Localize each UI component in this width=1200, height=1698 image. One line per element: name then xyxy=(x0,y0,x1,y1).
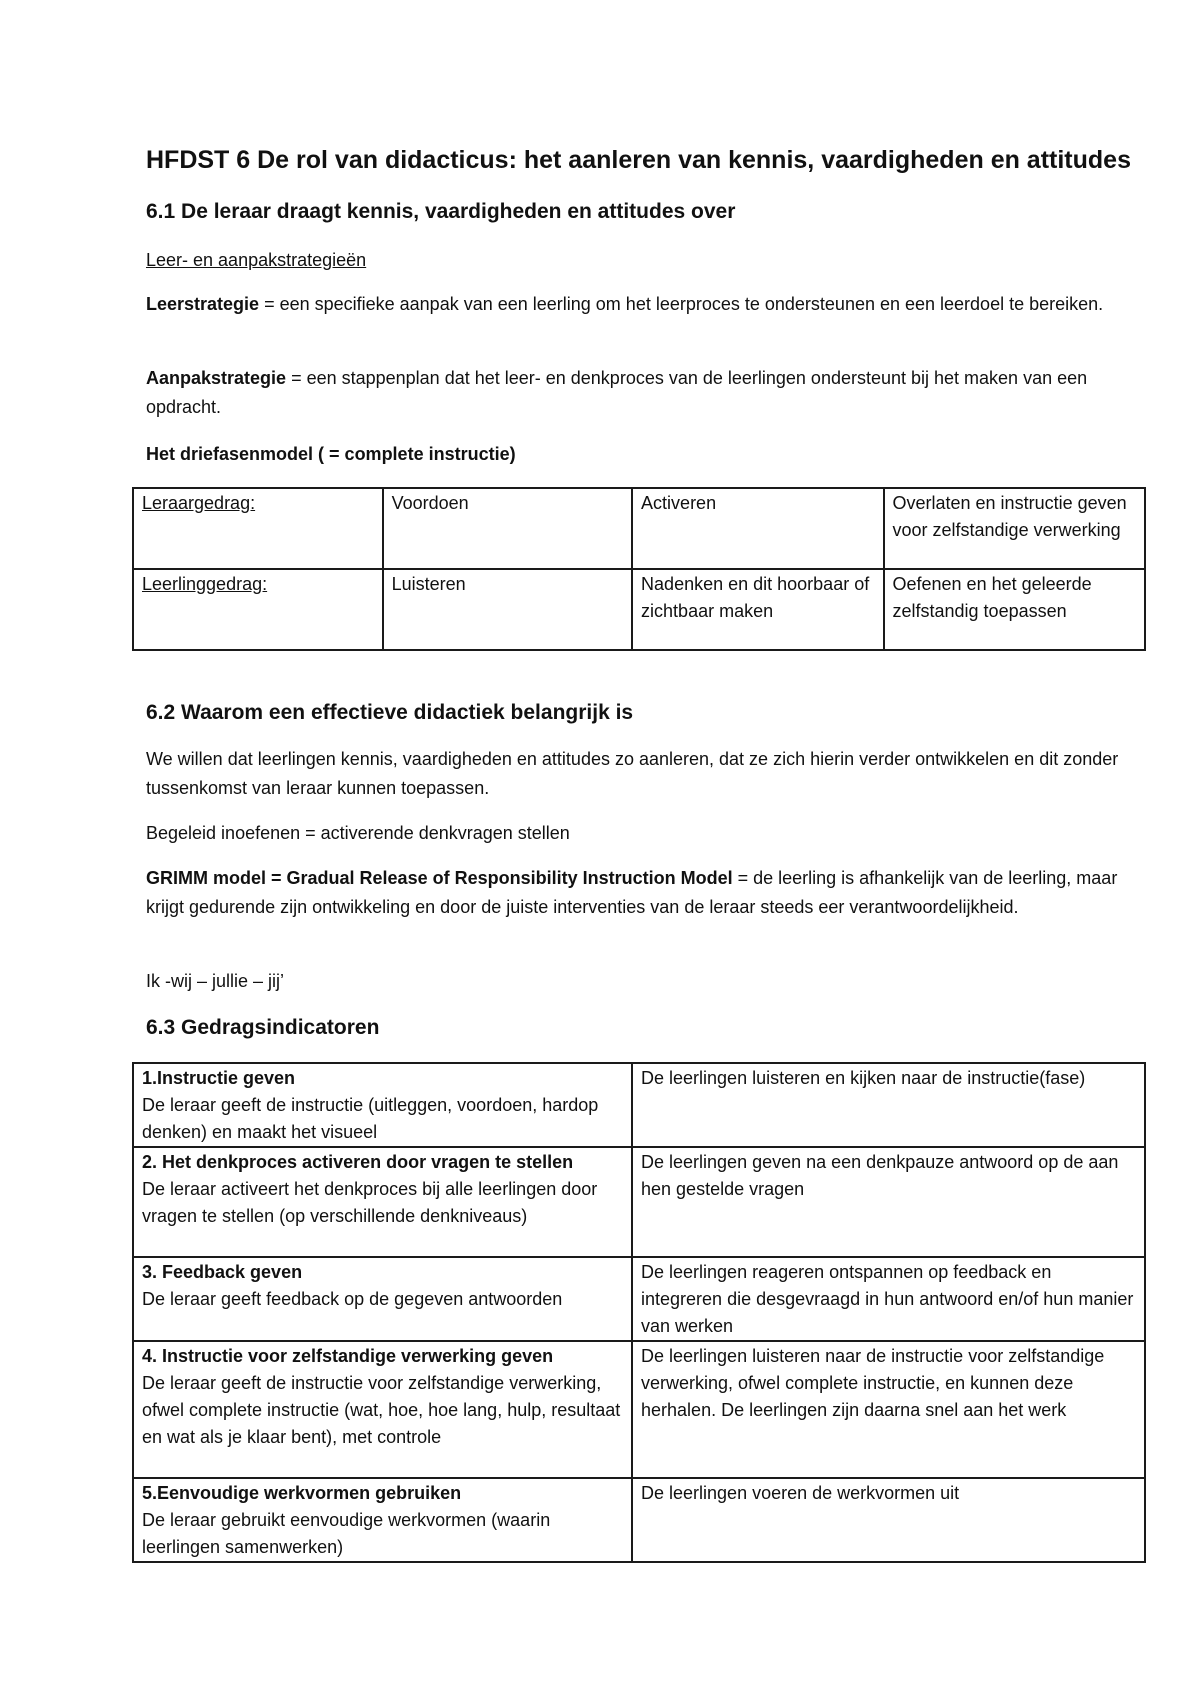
indicator-cell xyxy=(133,1063,632,1147)
result-cell: De leerlingen luisteren naar de instructie voor zelfstandige verwerking, ofwel complete instructie, en kunnen deze herhalen. De leerlingen zijn daarna snel aan het werk xyxy=(632,1341,1145,1478)
table-row-label: Leraargedrag: xyxy=(133,488,383,569)
document-title: HFDST 6 De rol van didacticus: het aanleren van kennis, vaardigheden en attitudes xyxy=(146,146,1131,174)
table-cell: Voordoen xyxy=(383,488,632,569)
result-cell: De leerlingen luisteren en kijken naar de instructie(fase) xyxy=(632,1063,1145,1147)
indicator-title: 4. Instructie voor zelfstandige verwerking geven xyxy=(142,1346,554,1366)
grimm-definition: = de leerling is afhankelijk van de leerling, maar krijgt gedurende zijn ontwikkeling en door de juiste interventies van de leraar steeds eer verantwoordelijkheid. xyxy=(146,868,1118,917)
indicator-title: 3. Feedback geven xyxy=(142,1262,303,1282)
indicator-description: De leraar geeft de instructie voor zelfstandige verwerking, ofwel complete instructie (wat, hoe, hoe lang, hulp, resultaat en wat als je klaar bent), met controle xyxy=(142,1373,621,1447)
indicator-cell xyxy=(133,1147,632,1257)
indicator-title: 1.Instructie geven xyxy=(142,1068,296,1088)
indicator-description: De leraar activeert het denkproces bij alle leerlingen door vragen te stellen (op verschillende denkniveaus) xyxy=(142,1179,598,1226)
driefasenmodel-heading: Het driefasenmodel ( = complete instructie) xyxy=(146,444,516,464)
leerstrategie-definition: = een specifieke aanpak van een leerling om het leerproces te ondersteunen en een leerdoel te bereiken. xyxy=(259,294,1104,314)
grimm-paragraph xyxy=(146,864,1136,922)
s62-paragraph-1: We willen dat leerlingen kennis, vaardigheden en attitudes zo aanleren, dat ze zich hierin verder ontwikkelen en dit zonder tussenkomst van leraar kunnen toepassen. xyxy=(146,749,1119,798)
s62-paragraph-4: Ik -wij – jullie – jij’ xyxy=(146,971,285,991)
indicator-description: De leraar geeft de instructie (uitleggen, voordoen, hardop denken) en maakt het visueel xyxy=(142,1095,599,1142)
section-6-3-heading: 6.3 Gedragsindicatoren xyxy=(146,1016,380,1039)
table-row xyxy=(133,1341,1145,1478)
aanpakstrategie-paragraph xyxy=(146,364,1136,422)
result-cell: De leerlingen voeren de werkvormen uit xyxy=(632,1478,1145,1562)
driefasenmodel-table xyxy=(132,487,1146,651)
leerstrategie-paragraph xyxy=(146,290,1136,319)
table-row xyxy=(133,488,1145,569)
section-6-1-heading: 6.1 De leraar draagt kennis, vaardigheden en attitudes over xyxy=(146,200,736,223)
table-cell: Nadenken en dit hoorbaar of zichtbaar maken xyxy=(632,569,883,650)
table-row xyxy=(133,1478,1145,1562)
indicator-cell xyxy=(133,1257,632,1341)
aanpakstrategie-term: Aanpakstrategie xyxy=(146,368,287,388)
indicator-cell xyxy=(133,1341,632,1478)
result-cell: De leerlingen geven na een denkpauze antwoord op de aan hen gestelde vragen xyxy=(632,1147,1145,1257)
strategies-subheading: Leer- en aanpakstrategieën xyxy=(146,250,367,270)
table-row xyxy=(133,1063,1145,1147)
result-cell: De leerlingen reageren ontspannen op feedback en integreren die desgevraagd in hun antwoord en/of hun manier van werken xyxy=(632,1257,1145,1341)
indicator-title: 5.Eenvoudige werkvormen gebruiken xyxy=(142,1483,462,1503)
table-cell: Overlaten en instructie geven voor zelfstandige verwerking xyxy=(884,488,1146,569)
indicator-cell xyxy=(133,1478,632,1562)
table-row xyxy=(133,1257,1145,1341)
aanpakstrategie-definition: = een stappenplan dat het leer- en denkproces van de leerlingen ondersteunt bij het maken van een opdracht. xyxy=(146,368,1088,417)
table-cell: Luisteren xyxy=(383,569,632,650)
gedragsindicatoren-table xyxy=(132,1062,1146,1563)
indicator-description: De leraar geeft feedback op de gegeven antwoorden xyxy=(142,1289,563,1309)
leerstrategie-term: Leerstrategie xyxy=(146,294,260,314)
table-row xyxy=(133,1147,1145,1257)
section-6-2-heading: 6.2 Waarom een effectieve didactiek belangrijk is xyxy=(146,701,634,724)
s62-paragraph-2: Begeleid inoefenen = activerende denkvragen stellen xyxy=(146,823,570,843)
table-row xyxy=(133,569,1145,650)
table-row-label: Leerlinggedrag: xyxy=(133,569,383,650)
table-cell: Activeren xyxy=(632,488,883,569)
indicator-description: De leraar gebruikt eenvoudige werkvormen (waarin leerlingen samenwerken) xyxy=(142,1510,551,1557)
indicator-title: 2. Het denkproces activeren door vragen te stellen xyxy=(142,1152,574,1172)
grimm-term: GRIMM model = Gradual Release of Responsibility Instruction Model xyxy=(146,868,733,888)
table-cell: Oefenen en het geleerde zelfstandig toepassen xyxy=(884,569,1146,650)
